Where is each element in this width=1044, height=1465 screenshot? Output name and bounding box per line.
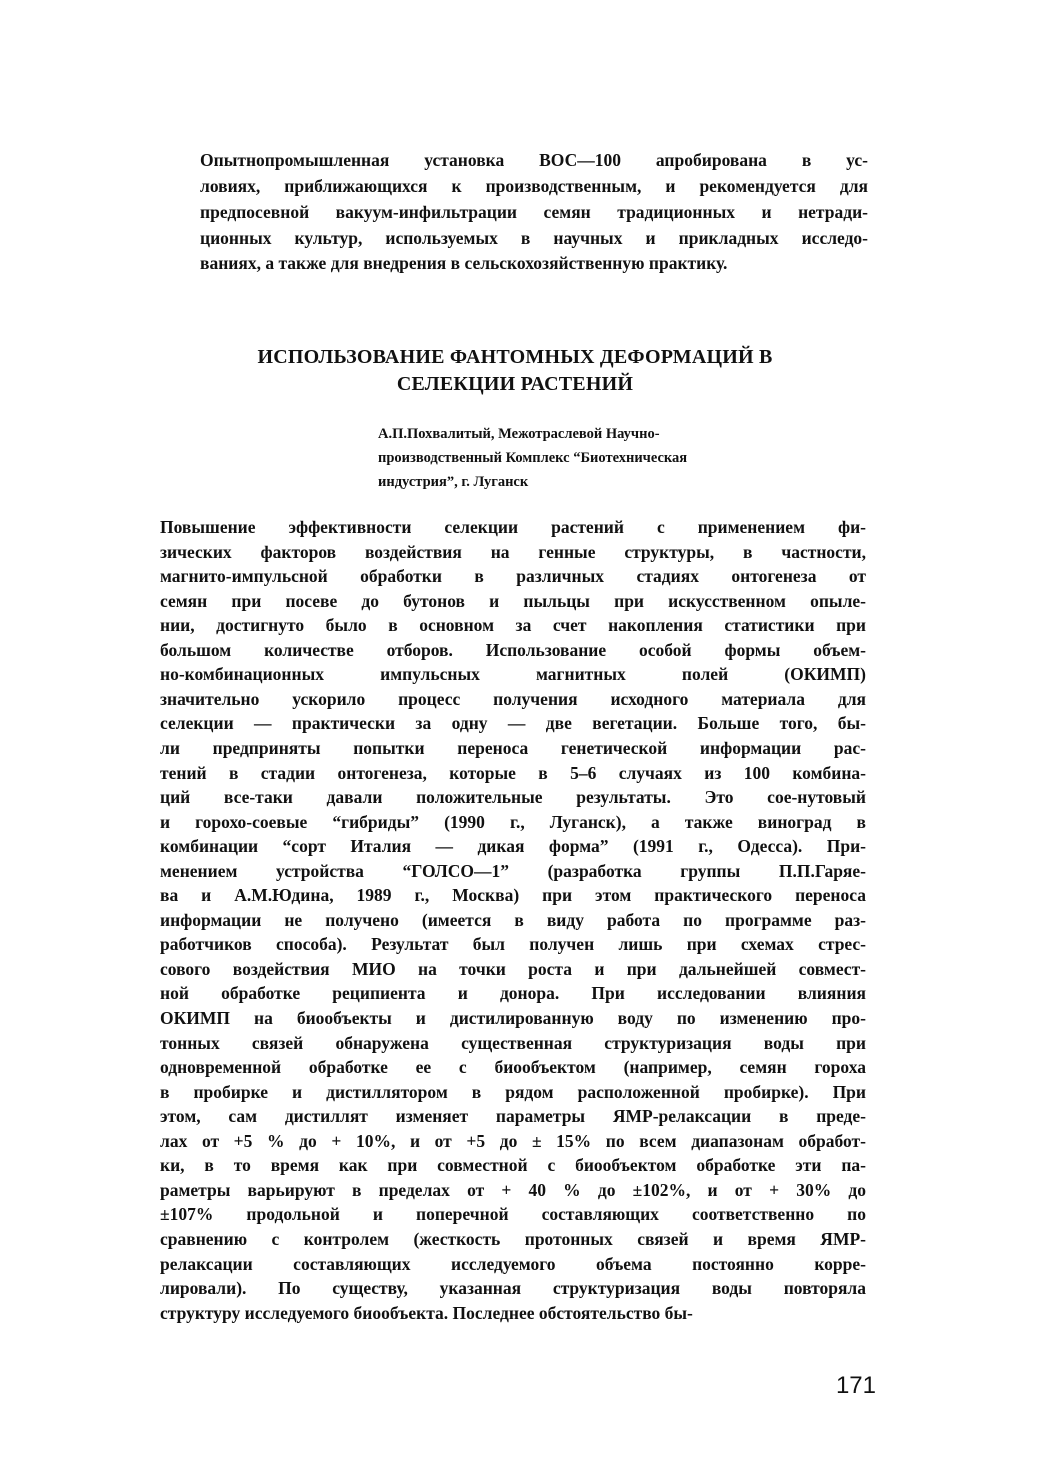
intro-line: ционных культур, используемых в научных и прикладных исследо- — [200, 228, 868, 248]
body-line: менением устройства “ГОЛСО—1” (разработка группы П.П.Гаряе- — [160, 860, 866, 881]
body-line: нии, достигнуто было в основном за счет накопления статистики при — [160, 615, 866, 636]
title-line: СЕЛЕКЦИИ РАСТЕНИЙ — [396, 373, 634, 395]
author-line: А.П.Похвалитый, Межотраслевой Научно- — [378, 426, 660, 442]
body-line: ций все-таки давали положительные результаты. Это сое-нутовый — [160, 787, 866, 808]
body-line: зических факторов воздействия на генные структуры, в частности, — [160, 541, 866, 562]
intro-line: ваниях, а также для внедрения в сельскохозяйственную практику. — [200, 253, 728, 273]
body-line: ва и А.М.Юдина, 1989 г., Москва) при этом практического переноса — [160, 885, 866, 906]
page-number: 171 — [835, 1372, 876, 1399]
intro-line: ловиях, приближающихся к производственным, и рекомендуется для — [200, 176, 868, 196]
body-line: в пробирке и дистиллятором в рядом расположенной пробирке). При — [160, 1081, 866, 1102]
body-line: ±107% продольной и поперечной составляющих соответственно по — [160, 1204, 866, 1225]
body-line: лировали). По существу, указанная структуризация воды повторяла — [160, 1278, 866, 1299]
body-line: ли предприняты попытки переноса генетической информации рас- — [160, 737, 866, 758]
body-line: семян при посеве до бутонов и пыльцы при искусственном опыле- — [160, 590, 866, 611]
body-line: работчиков способа). Результат был получен лишь при схемах стрес- — [160, 934, 866, 955]
body-line: ной обработке реципиента и донора. При исследовании влияния — [160, 983, 866, 1004]
body-line: селекции — практически за одну — две вегетации. Больше того, бы- — [160, 713, 866, 734]
body-line: структуру исследуемого биообъекта. Последнее обстоятельство бы- — [160, 1302, 693, 1323]
body-line: лах от +5 % до + 10%, и от +5 до ± 15% по всем диапазонам обработ- — [160, 1130, 866, 1151]
body-line: информации не получено (имеется в виду работа по программе раз- — [160, 909, 866, 930]
body-line: ки, в то время как при совместной с биообъектом обработке эти па- — [160, 1155, 866, 1176]
body-line: большом количестве отборов. Использование особой формы объем- — [160, 639, 866, 660]
body-line: релаксации составляющих исследуемого объема постоянно корре- — [160, 1253, 866, 1274]
body-line: тонных связей обнаружена существенная структуризация воды при — [160, 1032, 866, 1053]
author-line: индустрия”, г. Луганск — [378, 474, 529, 490]
body-line: сового воздействия МИО на точки роста и при дальнейшей совмест- — [160, 958, 866, 979]
body-line: ОКИМП на биообъекты и дистилированную воду по изменению про- — [160, 1008, 866, 1028]
body-line: этом, сам дистиллят изменяет параметры ЯМР-релаксации в преде- — [160, 1106, 866, 1127]
title-line: ИСПОЛЬЗОВАНИЕ ФАНТОМНЫХ ДЕФОРМАЦИЙ В — [257, 346, 773, 368]
intro-line: предпосевной вакуум-инфильтрации семян традиционных и нетради- — [200, 202, 868, 222]
body-line: одновременной обработке ее с биообъектом (например, семян гороха — [160, 1057, 866, 1078]
body-line: магнито-импульсной обработки в различных стадиях онтогенеза от — [160, 566, 866, 587]
author-line: производственный Комплекс “Биотехническая — [378, 450, 688, 466]
body-line: и горохо-соевые “гибриды” (1990 г., Луганск), а также виноград в — [160, 811, 866, 832]
body-line: комбинации “сорт Италия — дикая форма” (1991 г., Одесса). При- — [160, 836, 866, 857]
body-line: сравнению с контролем (жесткость протонных связей и время ЯМР- — [160, 1228, 866, 1249]
body-line: раметры варьируют в пределах от + 40 % до ±102%, и от + 30% до — [160, 1179, 866, 1200]
body-line: значительно ускорило процесс получения исходного материала для — [160, 688, 866, 709]
body-line: тений в стадии онтогенеза, которые в 5–6 случаях из 100 комбина- — [160, 762, 866, 783]
intro-line: Опытнопромышленная установка ВОС—100 апробирована в ус- — [200, 150, 868, 170]
body-line: но-комбинационных импульсных магнитных полей (ОКИМП) — [160, 664, 866, 685]
body-line: Повышение эффективности селекции растений с применением фи- — [160, 517, 866, 537]
